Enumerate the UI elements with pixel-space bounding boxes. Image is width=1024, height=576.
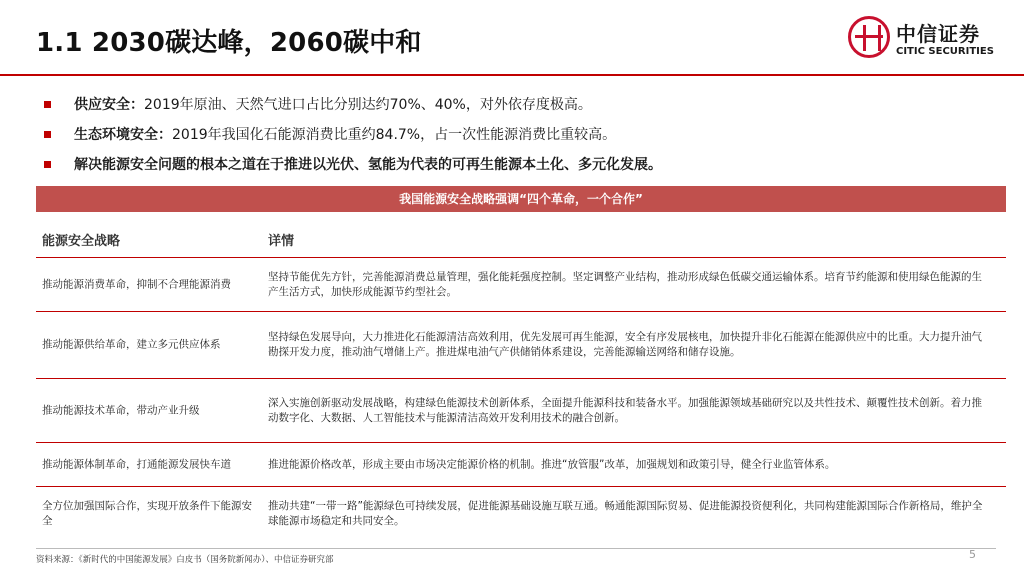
page-number: 5 bbox=[969, 548, 976, 561]
slide-title: 1.1 2030碳达峰，2060碳中和 bbox=[36, 28, 422, 58]
bullet-text: 2019年原油、天然气进口占比分别达约70%、40%，对外依存度极高。 bbox=[144, 97, 592, 113]
bullet-text: 2019年我国化石能源消费比重约84.7%，占一次性能源消费比重较高。 bbox=[172, 127, 617, 143]
row-strategy: 推动能源技术革命，带动产业升级 bbox=[42, 404, 200, 416]
table-row bbox=[36, 487, 1006, 541]
row-detail: 推进能源价格改革，形成主要由市场决定能源价格的机制。推进“放管服”改革，加强规划和政策引导，健全行业监管体系。 bbox=[268, 458, 836, 470]
row-strategy: 推动能源供给革命，建立多元供应体系 bbox=[42, 338, 221, 351]
row-detail: 坚持绿色发展导向，大力推进化石能源清洁高效利用，优先发展可再生能源，安全有序发展核电，加快提升非化石能源在能源供应中的比重。大力提升油气勘探开发力度，推动油气增储上产。推进煤电油气产供储销体系建设，完善能源输送网络和储存设施。 bbox=[268, 331, 982, 358]
source-note: 资料来源：《新时代的中国能源发展》白皮书（国务院新闻办）、中信证券研究部 bbox=[36, 555, 334, 565]
row-detail: 推动共建“一带一路”能源绿色可持续发展，促进能源基础设施互联互通。畅通能源国际贸易、促进能源投资便利化，共同构建能源国际合作新格局，维护全球能源市场稳定和共同安全。 bbox=[268, 500, 983, 527]
table-row bbox=[36, 312, 1006, 379]
bullet-square-icon bbox=[44, 161, 51, 168]
strategy-table bbox=[36, 222, 1006, 541]
row-strategy: 推动能源体制革命，打通能源发展快车道 bbox=[42, 458, 231, 470]
bullet-lead: 解决能源安全问题的根本之道在于推进以光伏、氢能为代表的可再生能源本土化、多元化发展。 bbox=[74, 157, 662, 173]
table-header bbox=[36, 222, 1006, 258]
title-divider bbox=[0, 74, 1024, 76]
logo-name-en: CITIC SECURITIES bbox=[896, 46, 994, 57]
row-strategy: 推动能源消费革命，抑制不合理能源消费 bbox=[42, 278, 231, 290]
bullet-item bbox=[44, 154, 1004, 184]
bullet-item bbox=[44, 94, 1004, 124]
bullet-square-icon bbox=[44, 101, 51, 108]
header-strategy: 能源安全战略 bbox=[42, 234, 121, 249]
row-detail: 深入实施创新驱动发展战略，构建绿色能源技术创新体系，全面提升能源科技和装备水平。加强能源领域基础研究以及共性技术、颠覆性技术创新。着力推动数字化、大数据、人工智能技术与能源清洁高效开发利用技术的融合创新。 bbox=[268, 396, 982, 424]
bullet-item bbox=[44, 124, 1004, 154]
row-strategy: 全方位加强国际合作，实现开放条件下能源安全 bbox=[42, 500, 252, 527]
table-row bbox=[36, 443, 1006, 487]
table-row bbox=[36, 379, 1006, 443]
logo-name-cn: 中信证券 bbox=[896, 22, 980, 46]
footer-divider bbox=[36, 548, 996, 549]
table-row bbox=[36, 258, 1006, 312]
table-banner: 我国能源安全战略强调“四个革命，一个合作” bbox=[36, 186, 1006, 212]
bullet-lead: 供应安全： bbox=[74, 97, 144, 113]
company-logo bbox=[848, 16, 998, 66]
row-detail: 坚持节能优先方针，完善能源消费总量管理，强化能耗强度控制。坚定调整产业结构，推动形成绿色低碳交通运输体系。培育节约能源和使用绿色能源的生产生活方式，加快形成能源节约型社会。 bbox=[268, 270, 982, 298]
citic-logo-icon bbox=[848, 16, 890, 58]
bullet-lead: 生态环境安全： bbox=[74, 127, 172, 143]
header-detail: 详情 bbox=[268, 234, 295, 249]
bullet-square-icon bbox=[44, 131, 51, 138]
bullet-list bbox=[44, 94, 1004, 184]
